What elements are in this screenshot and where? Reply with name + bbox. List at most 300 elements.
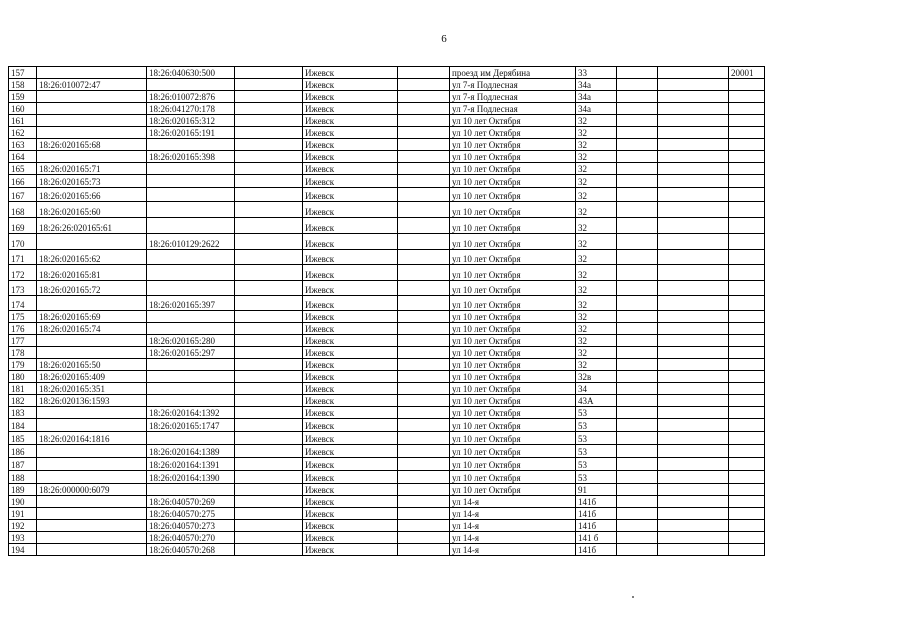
table-row (9, 371, 765, 383)
empty-cell (398, 115, 450, 127)
street-cell: ул 10 лет Октября (450, 188, 576, 202)
street-cell: ул 10 лет Октября (450, 296, 576, 311)
registry-body (9, 67, 765, 556)
city-cell: Ижевск (303, 395, 398, 407)
empty-cell (235, 496, 303, 508)
cadastral-number-b-cell (147, 139, 235, 151)
street-cell: ул 10 лет Октября (450, 265, 576, 281)
table-row (9, 234, 765, 250)
empty-cell (235, 218, 303, 234)
table-row (9, 484, 765, 496)
table-row (9, 115, 765, 127)
empty-cell (658, 163, 729, 175)
table-row (9, 419, 765, 432)
row-number-cell: 169 (9, 218, 37, 234)
code-cell (729, 91, 765, 103)
house-number-cell: 32 (576, 139, 617, 151)
city-cell: Ижевск (303, 432, 398, 445)
city-cell: Ижевск (303, 458, 398, 471)
city-cell: Ижевск (303, 67, 398, 79)
empty-cell (617, 218, 658, 234)
empty-cell (617, 544, 658, 556)
cadastral-number-a-cell (37, 544, 147, 556)
cadastral-number-b-cell (147, 432, 235, 445)
city-cell: Ижевск (303, 127, 398, 139)
empty-cell (398, 371, 450, 383)
row-number-cell: 183 (9, 407, 37, 419)
empty-cell (617, 347, 658, 359)
house-number-cell: 32 (576, 347, 617, 359)
table-row (9, 250, 765, 265)
empty-cell (235, 532, 303, 544)
code-cell (729, 383, 765, 395)
row-number-cell: 173 (9, 281, 37, 296)
house-number-cell: 53 (576, 432, 617, 445)
house-number-cell: 43А (576, 395, 617, 407)
row-number-cell: 181 (9, 383, 37, 395)
cadastral-number-a-cell (37, 151, 147, 163)
city-cell: Ижевск (303, 544, 398, 556)
empty-cell (398, 202, 450, 218)
empty-cell (658, 335, 729, 347)
row-number-cell: 166 (9, 175, 37, 188)
code-cell (729, 296, 765, 311)
house-number-cell: 32 (576, 202, 617, 218)
empty-cell (617, 407, 658, 419)
row-number-cell: 167 (9, 188, 37, 202)
city-cell: Ижевск (303, 188, 398, 202)
code-cell (729, 419, 765, 432)
code-cell (729, 115, 765, 127)
empty-cell (617, 79, 658, 91)
house-number-cell: 32 (576, 151, 617, 163)
empty-cell (235, 407, 303, 419)
house-number-cell: 33 (576, 67, 617, 79)
empty-cell (235, 281, 303, 296)
table-row (9, 335, 765, 347)
empty-cell (617, 281, 658, 296)
house-number-cell: 32 (576, 265, 617, 281)
street-cell: ул 10 лет Октября (450, 371, 576, 383)
table-row (9, 202, 765, 218)
empty-cell (617, 496, 658, 508)
city-cell: Ижевск (303, 419, 398, 432)
cadastral-number-a-cell: 18:26:020165:351 (37, 383, 147, 395)
empty-cell (235, 151, 303, 163)
house-number-cell: 53 (576, 419, 617, 432)
empty-cell (235, 234, 303, 250)
city-cell: Ижевск (303, 532, 398, 544)
cadastral-number-b-cell (147, 175, 235, 188)
cadastral-number-a-cell (37, 445, 147, 458)
city-cell: Ижевск (303, 115, 398, 127)
page-number: 6 (441, 33, 447, 45)
cadastral-number-a-cell: 18:26:020165:74 (37, 323, 147, 335)
house-number-cell: 34а (576, 79, 617, 91)
empty-cell (617, 335, 658, 347)
empty-cell (658, 115, 729, 127)
house-number-cell: 141б (576, 520, 617, 532)
row-number-cell: 160 (9, 103, 37, 115)
empty-cell (658, 218, 729, 234)
street-cell: ул 10 лет Октября (450, 175, 576, 188)
street-cell: ул 10 лет Октября (450, 471, 576, 484)
table-row (9, 508, 765, 520)
empty-cell (235, 395, 303, 407)
house-number-cell: 53 (576, 458, 617, 471)
code-cell (729, 407, 765, 419)
empty-cell (398, 335, 450, 347)
street-cell: ул 10 лет Октября (450, 163, 576, 175)
table-row (9, 296, 765, 311)
empty-cell (617, 139, 658, 151)
code-cell (729, 371, 765, 383)
code-cell (729, 544, 765, 556)
code-cell (729, 471, 765, 484)
empty-cell (398, 432, 450, 445)
empty-cell (658, 383, 729, 395)
empty-cell (235, 484, 303, 496)
table-row (9, 139, 765, 151)
house-number-cell: 53 (576, 407, 617, 419)
city-cell: Ижевск (303, 445, 398, 458)
empty-cell (617, 359, 658, 371)
table-row (9, 407, 765, 419)
city-cell: Ижевск (303, 139, 398, 151)
house-number-cell: 34а (576, 103, 617, 115)
empty-cell (658, 127, 729, 139)
empty-cell (658, 359, 729, 371)
street-cell: ул 10 лет Октября (450, 234, 576, 250)
cadastral-number-a-cell: 18:26:020165:66 (37, 188, 147, 202)
empty-cell (658, 311, 729, 323)
table-row (9, 175, 765, 188)
table-row (9, 347, 765, 359)
empty-cell (398, 419, 450, 432)
cadastral-number-b-cell (147, 323, 235, 335)
table-row (9, 163, 765, 175)
code-cell (729, 151, 765, 163)
cadastral-number-b-cell (147, 395, 235, 407)
street-cell: ул 10 лет Октября (450, 419, 576, 432)
code-cell (729, 395, 765, 407)
house-number-cell: 32 (576, 323, 617, 335)
house-number-cell: 32 (576, 296, 617, 311)
empty-cell (398, 218, 450, 234)
cadastral-number-b-cell: 18:26:010129:2622 (147, 234, 235, 250)
city-cell: Ижевск (303, 202, 398, 218)
code-cell (729, 281, 765, 296)
house-number-cell: 141б (576, 496, 617, 508)
cadastral-number-a-cell (37, 508, 147, 520)
code-cell: 20001 (729, 67, 765, 79)
table-row (9, 383, 765, 395)
street-cell: ул 10 лет Октября (450, 484, 576, 496)
house-number-cell: 91 (576, 484, 617, 496)
empty-cell (398, 234, 450, 250)
empty-cell (398, 445, 450, 458)
empty-cell (658, 139, 729, 151)
empty-cell (235, 265, 303, 281)
cadastral-number-a-cell (37, 127, 147, 139)
city-cell: Ижевск (303, 103, 398, 115)
empty-cell (617, 532, 658, 544)
empty-cell (617, 202, 658, 218)
house-number-cell: 32 (576, 175, 617, 188)
empty-cell (658, 202, 729, 218)
empty-cell (617, 250, 658, 265)
empty-cell (658, 347, 729, 359)
code-cell (729, 445, 765, 458)
row-number-cell: 192 (9, 520, 37, 532)
empty-cell (398, 67, 450, 79)
empty-cell (658, 79, 729, 91)
cadastral-number-b-cell: 18:26:020165:297 (147, 347, 235, 359)
empty-cell (658, 323, 729, 335)
table-row (9, 281, 765, 296)
code-cell (729, 202, 765, 218)
house-number-cell: 32 (576, 234, 617, 250)
cadastral-number-b-cell (147, 484, 235, 496)
row-number-cell: 177 (9, 335, 37, 347)
empty-cell (398, 383, 450, 395)
empty-cell (398, 281, 450, 296)
code-cell (729, 218, 765, 234)
empty-cell (617, 419, 658, 432)
street-cell: ул 10 лет Октября (450, 432, 576, 445)
empty-cell (235, 445, 303, 458)
empty-cell (398, 250, 450, 265)
table-row (9, 496, 765, 508)
row-number-cell: 158 (9, 79, 37, 91)
cadastral-number-a-cell: 18:26:020165:50 (37, 359, 147, 371)
cadastral-number-b-cell: 18:26:040570:273 (147, 520, 235, 532)
empty-cell (398, 484, 450, 496)
empty-cell (658, 103, 729, 115)
empty-cell (617, 508, 658, 520)
empty-cell (398, 471, 450, 484)
empty-cell (398, 311, 450, 323)
city-cell: Ижевск (303, 484, 398, 496)
code-cell (729, 508, 765, 520)
table-row (9, 151, 765, 163)
house-number-cell: 141б (576, 508, 617, 520)
street-cell: ул 10 лет Октября (450, 151, 576, 163)
code-cell (729, 265, 765, 281)
code-cell (729, 163, 765, 175)
empty-cell (235, 175, 303, 188)
house-number-cell: 141б (576, 544, 617, 556)
city-cell: Ижевск (303, 79, 398, 91)
empty-cell (235, 520, 303, 532)
empty-cell (235, 508, 303, 520)
empty-cell (235, 79, 303, 91)
row-number-cell: 170 (9, 234, 37, 250)
house-number-cell: 32 (576, 250, 617, 265)
row-number-cell: 157 (9, 67, 37, 79)
empty-cell (617, 103, 658, 115)
empty-cell (617, 371, 658, 383)
table-row (9, 544, 765, 556)
row-number-cell: 164 (9, 151, 37, 163)
cadastral-number-a-cell: 18:26:000000:6079 (37, 484, 147, 496)
empty-cell (617, 175, 658, 188)
cadastral-number-a-cell: 18:26:020136:1593 (37, 395, 147, 407)
cadastral-number-b-cell: 18:26:040570:268 (147, 544, 235, 556)
cadastral-number-b-cell (147, 311, 235, 323)
cadastral-number-b-cell: 18:26:010072:876 (147, 91, 235, 103)
empty-cell (398, 265, 450, 281)
cadastral-number-b-cell: 18:26:020164:1389 (147, 445, 235, 458)
street-cell: проезд им Дерябина (450, 67, 576, 79)
empty-cell (658, 445, 729, 458)
city-cell: Ижевск (303, 383, 398, 395)
row-number-cell: 176 (9, 323, 37, 335)
street-cell: ул 10 лет Октября (450, 127, 576, 139)
city-cell: Ижевск (303, 281, 398, 296)
city-cell: Ижевск (303, 323, 398, 335)
house-number-cell: 32 (576, 218, 617, 234)
empty-cell (398, 395, 450, 407)
empty-cell (398, 127, 450, 139)
row-number-cell: 189 (9, 484, 37, 496)
registry-table (8, 66, 765, 556)
empty-cell (398, 359, 450, 371)
empty-cell (617, 395, 658, 407)
street-cell: ул 10 лет Октября (450, 202, 576, 218)
cadastral-number-b-cell (147, 218, 235, 234)
empty-cell (658, 496, 729, 508)
street-cell: ул 14-я (450, 508, 576, 520)
city-cell: Ижевск (303, 218, 398, 234)
house-number-cell: 32 (576, 359, 617, 371)
empty-cell (398, 175, 450, 188)
code-cell (729, 432, 765, 445)
row-number-cell: 194 (9, 544, 37, 556)
row-number-cell: 186 (9, 445, 37, 458)
table-row (9, 532, 765, 544)
scan-speck (632, 596, 634, 598)
code-cell (729, 250, 765, 265)
empty-cell (617, 323, 658, 335)
cadastral-number-a-cell: 18:26:26:020165:61 (37, 218, 147, 234)
empty-cell (398, 103, 450, 115)
code-cell (729, 234, 765, 250)
empty-cell (658, 188, 729, 202)
empty-cell (398, 407, 450, 419)
code-cell (729, 520, 765, 532)
cadastral-number-a-cell (37, 91, 147, 103)
street-cell: ул 10 лет Октября (450, 407, 576, 419)
street-cell: ул 10 лет Октября (450, 395, 576, 407)
street-cell: ул 10 лет Октября (450, 359, 576, 371)
empty-cell (398, 188, 450, 202)
empty-cell (617, 127, 658, 139)
table-row (9, 103, 765, 115)
empty-cell (398, 79, 450, 91)
empty-cell (235, 311, 303, 323)
house-number-cell: 141 б (576, 532, 617, 544)
empty-cell (658, 532, 729, 544)
cadastral-number-b-cell: 18:26:040570:269 (147, 496, 235, 508)
empty-cell (235, 250, 303, 265)
row-number-cell: 180 (9, 371, 37, 383)
empty-cell (658, 471, 729, 484)
empty-cell (398, 496, 450, 508)
cadastral-number-a-cell (37, 419, 147, 432)
table-row (9, 359, 765, 371)
street-cell: ул 10 лет Октября (450, 458, 576, 471)
cadastral-number-a-cell: 18:26:020165:60 (37, 202, 147, 218)
row-number-cell: 172 (9, 265, 37, 281)
table-row (9, 520, 765, 532)
row-number-cell: 185 (9, 432, 37, 445)
code-cell (729, 335, 765, 347)
code-cell (729, 175, 765, 188)
empty-cell (658, 234, 729, 250)
code-cell (729, 188, 765, 202)
empty-cell (235, 139, 303, 151)
table-row (9, 218, 765, 234)
row-number-cell: 188 (9, 471, 37, 484)
cadastral-number-a-cell (37, 458, 147, 471)
cadastral-number-a-cell: 18:26:020165:72 (37, 281, 147, 296)
city-cell: Ижевск (303, 311, 398, 323)
house-number-cell: 32 (576, 335, 617, 347)
street-cell: ул 7-я Подлесная (450, 103, 576, 115)
row-number-cell: 187 (9, 458, 37, 471)
street-cell: ул 14-я (450, 496, 576, 508)
row-number-cell: 179 (9, 359, 37, 371)
empty-cell (658, 395, 729, 407)
empty-cell (235, 471, 303, 484)
row-number-cell: 161 (9, 115, 37, 127)
empty-cell (658, 432, 729, 445)
empty-cell (617, 151, 658, 163)
empty-cell (658, 508, 729, 520)
empty-cell (658, 265, 729, 281)
city-cell: Ижевск (303, 508, 398, 520)
street-cell: ул 10 лет Октября (450, 445, 576, 458)
row-number-cell: 178 (9, 347, 37, 359)
empty-cell (658, 484, 729, 496)
empty-cell (658, 151, 729, 163)
cadastral-number-b-cell: 18:26:020165:1747 (147, 419, 235, 432)
empty-cell (617, 484, 658, 496)
table-row (9, 311, 765, 323)
house-number-cell: 53 (576, 471, 617, 484)
city-cell: Ижевск (303, 91, 398, 103)
street-cell: ул 10 лет Октября (450, 250, 576, 265)
empty-cell (658, 371, 729, 383)
empty-cell (398, 296, 450, 311)
cadastral-number-a-cell: 18:26:020165:409 (37, 371, 147, 383)
code-cell (729, 103, 765, 115)
empty-cell (617, 265, 658, 281)
empty-cell (235, 359, 303, 371)
city-cell: Ижевск (303, 496, 398, 508)
city-cell: Ижевск (303, 151, 398, 163)
empty-cell (235, 335, 303, 347)
empty-cell (398, 163, 450, 175)
street-cell: ул 10 лет Октября (450, 347, 576, 359)
empty-cell (658, 175, 729, 188)
code-cell (729, 359, 765, 371)
city-cell: Ижевск (303, 175, 398, 188)
table-row (9, 445, 765, 458)
cadastral-number-b-cell (147, 163, 235, 175)
row-number-cell: 171 (9, 250, 37, 265)
